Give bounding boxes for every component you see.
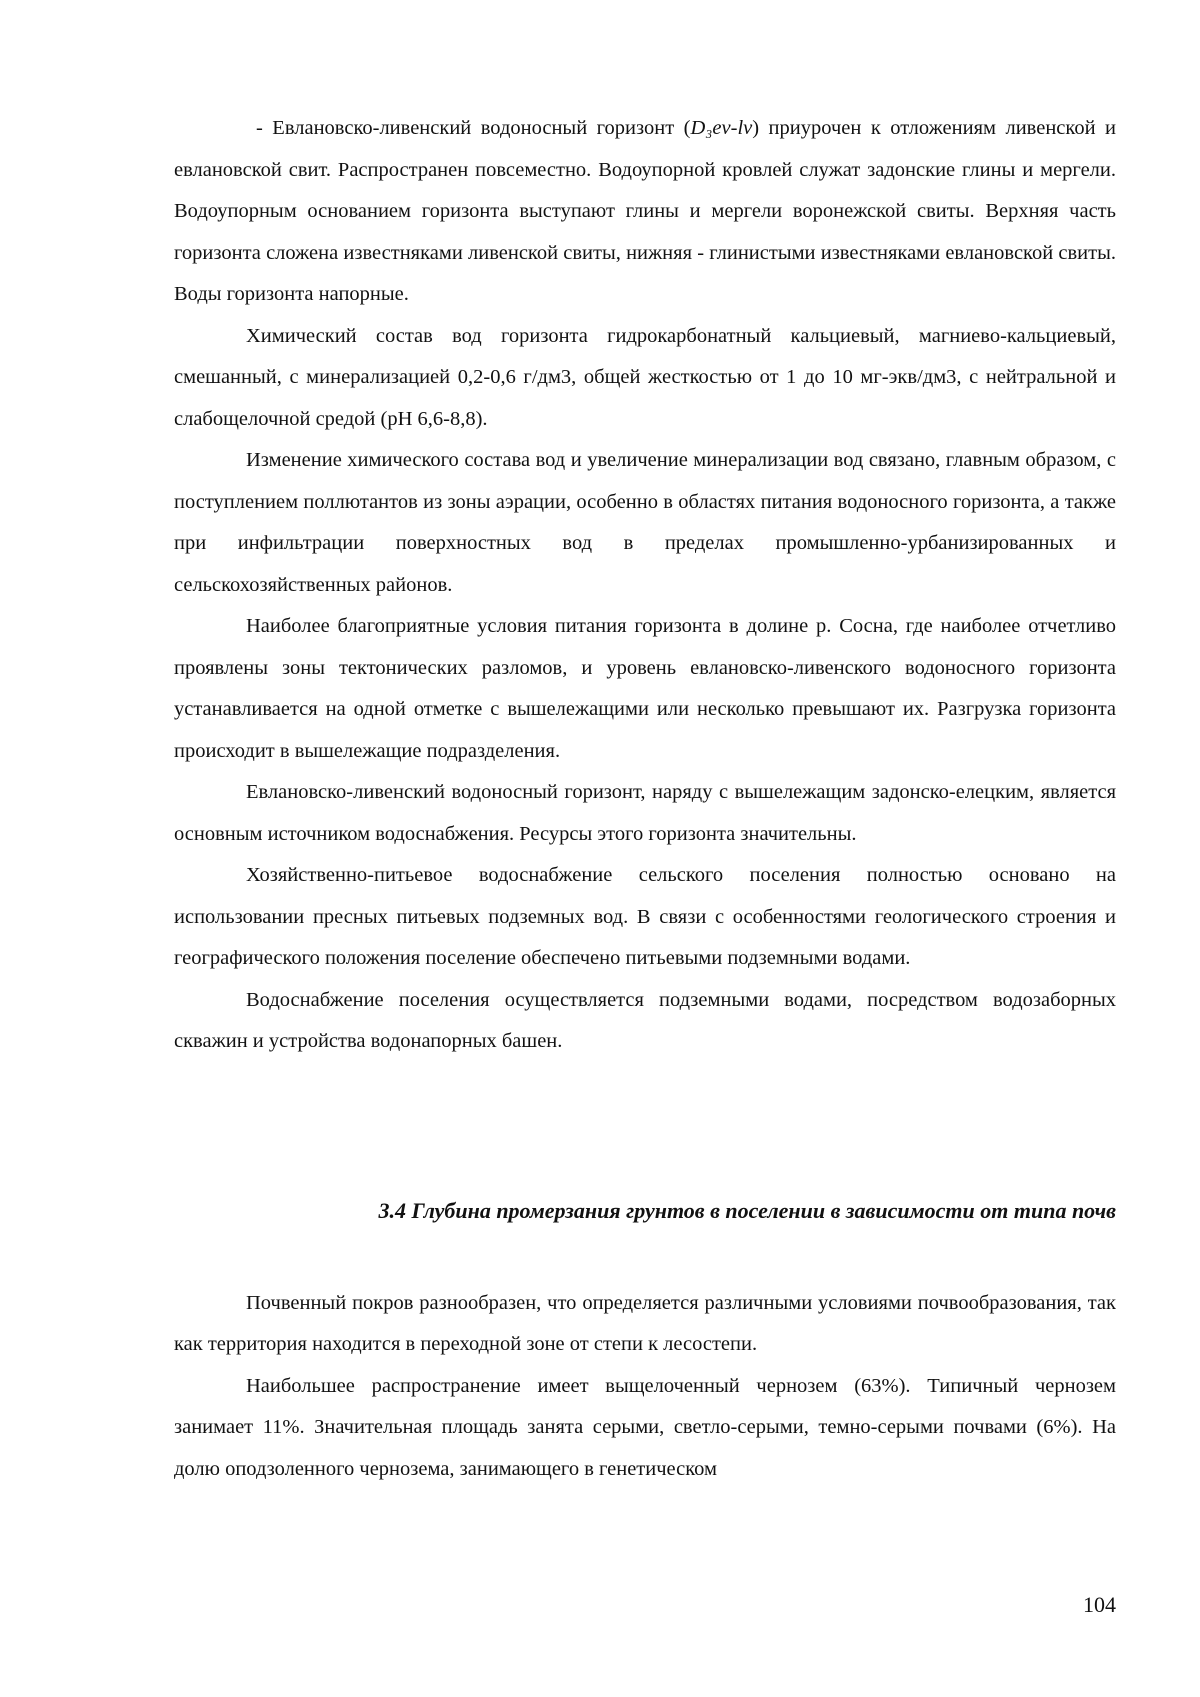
geologic-index-formula: D₃ev-lv [690,117,753,139]
paragraph-soil-cover: Почвенный покров разнообразен, что определяется различными условиями почвообразования, так как территория находится в переходной зоне от степи к лесостепи. [174,1291,1116,1355]
paragraph-recharge-conditions: Наиболее благоприятные условия питания горизонта в долине р. Сосна, где наиболее отчетливо проявлены зоны тектонических разломов, и уровень евлановско-ливенского водоносного горизонта устанавливается на одной отметке с вышележащими или несколько превышают их. Разгрузка горизонта происходит в вышележащие подразделения. [174,615,1116,762]
paragraph-aquifer-intro [174,108,1116,316]
paragraph-suffix: ) приурочен к отложениям ливенской и евлановской свит. Распространен повсеместно. Водоупорной кровлей служат задонские глины и мергели. Водоупорным основанием горизонта выступают глины и мергели воронежской свиты. Верхняя часть горизонта сложена известняками ливенской свиты, нижняя - глинистыми известняками евлановской свиты. Воды горизонта напорные. [174,117,1116,305]
paragraph-chemical-composition: Химический состав вод горизонта гидрокарбонатный кальциевый, магниево-кальциевый, смешанный, с минерализацией 0,2-0,6 г/дм3, общей жесткостью от 1 до 10 мг-экв/дм3, с нейтральной и слабощелочной средой (рН 6,6-8,8). [174,324,1116,430]
paragraph-prefix: - Евлановско-ливенский водоносный горизонт ( [256,117,691,139]
paragraph-drinking-supply: Хозяйственно-питьевое водоснабжение сельского поселения полностью основано на использовании пресных питьевых подземных вод. В связи с особенностями геологического строения и географического положения поселение обеспечено питьевыми подземными водами. [174,864,1116,969]
section-spacer [174,1063,1116,1195]
paragraph-mineralization-change: Изменение химического состава вод и увеличение минерализации вод связано, главным образом, с поступлением поллютантов из зоны аэрации, особенно в областях питания водоносного горизонта, а также при инфильтрации поверхностных вод в пределах промышленно-урбанизированных и сельскохозяйственных районов. [174,449,1116,596]
section-heading: 3.4 Глубина промерзания грунтов в поселении в зависимости от типа почв [378,1197,1116,1223]
paragraph-main-source: Евлановско-ливенский водоносный горизонт, наряду с вышележащим задонско-елецким, является основным источником водоснабжения. Ресурсы этого горизонта значительны. [174,781,1116,845]
paragraph-water-supply-method: Водоснабжение поселения осуществляется подземными водами, посредством водозаборных скважин и устройства водонапорных башен. [174,988,1116,1052]
page-number: 104 [1083,1592,1116,1617]
document-body [174,108,1116,1490]
heading-spacer [174,1227,1116,1283]
paragraph-soil-distribution: Наибольшее распространение имеет выщелоченный чернозем (63%). Типичный чернозем занимает 11%. Значительная площадь занята серыми, светло-серыми, темно-серыми почвами (6%). На долю оподзоленного чернозема, занимающего в генетическом [174,1374,1116,1480]
